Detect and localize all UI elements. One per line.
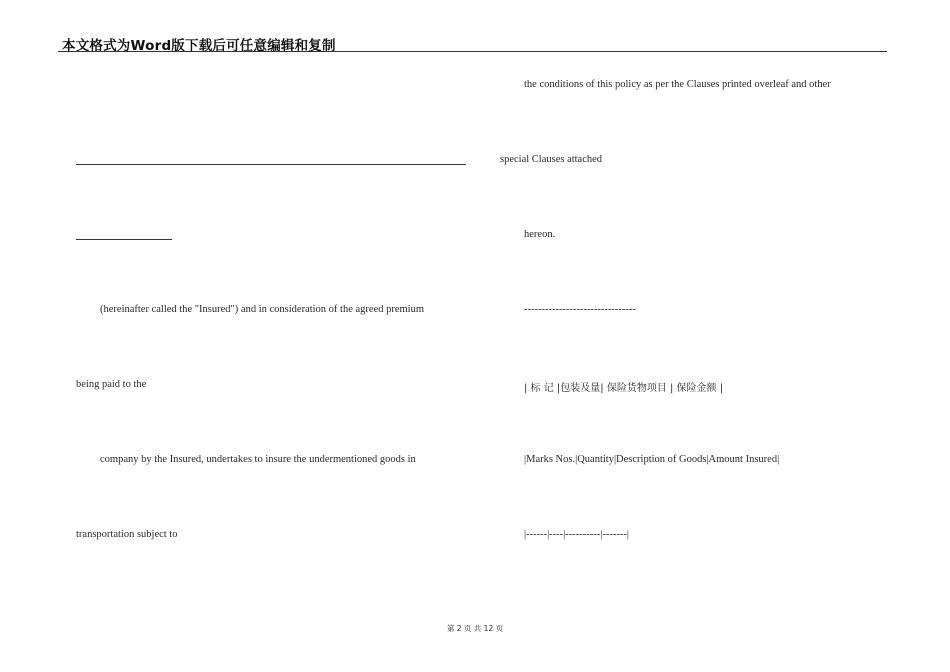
right-dashed-separator: -------------------------------- [524,304,636,315]
blank-fill-line-long [76,164,466,165]
page-number-footer: 第 2 页 共 12 页 [446,624,504,633]
left-text-line-4: transportation subject to [76,529,178,540]
left-text-line-3: company by the Insured, undertakes to insure the undermentioned goods in [100,454,416,465]
header-divider [58,51,887,52]
table-header-english: |Marks Nos.|Quantity|Description of Goods|Amount Insured| [524,454,780,465]
blank-fill-line-short [76,239,172,240]
table-header-chinese: | 标 记 |包装及量| 保险货物项目 | 保险金额 | [524,383,724,394]
right-text-line-1: the conditions of this policy as per the Clauses printed overleaf and other [524,79,831,90]
right-text-line-2: special Clauses attached [500,154,603,165]
left-text-line-2: being paid to the [76,379,147,390]
left-text-line-1: (hereinafter called the "Insured") and in consideration of the agreed premium [100,304,425,315]
document-header-title: 本文格式为Word版下载后可任意编辑和复制 [62,38,336,54]
table-header-separator: |------|----|----------|-------| [524,529,629,540]
right-text-line-3: hereon. [524,229,556,240]
